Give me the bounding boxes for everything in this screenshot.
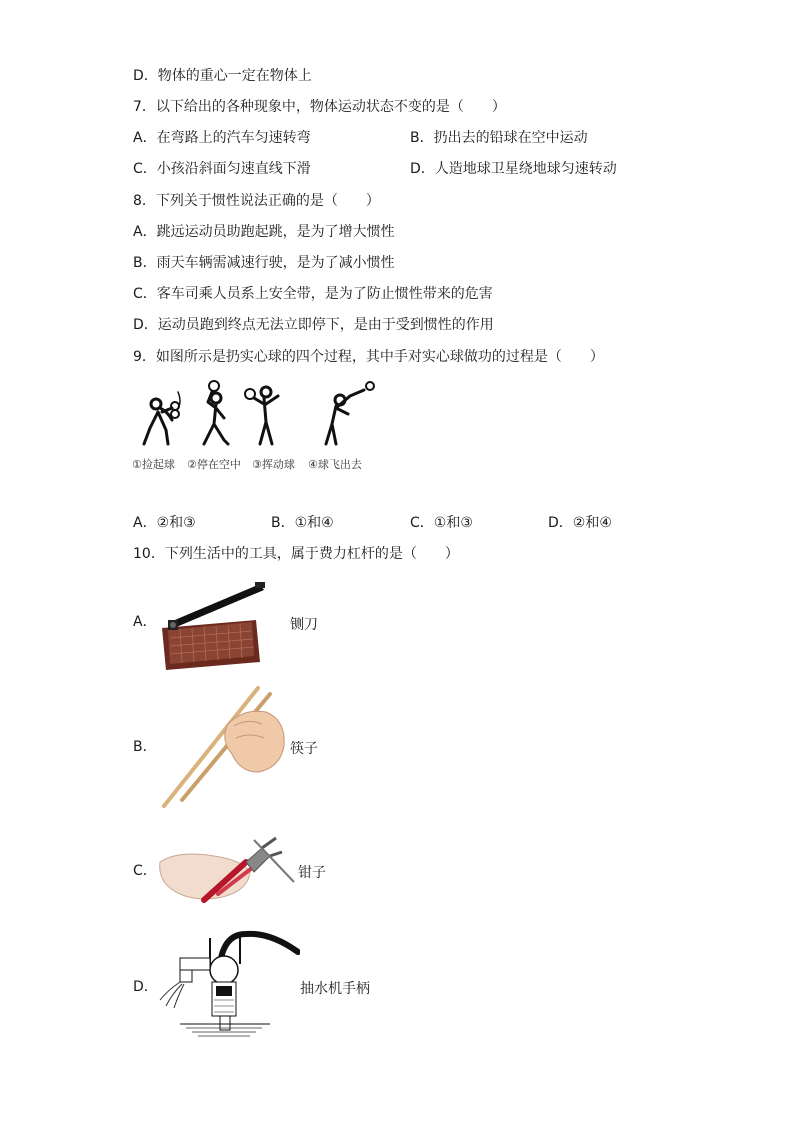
q9-option-c: C．①和③ xyxy=(410,515,473,531)
ball-throw-figure xyxy=(138,378,378,450)
q9-stem: 9．如图所示是扔实心球的四个过程，其中手对实心球做功的过程是（ ） xyxy=(133,349,604,365)
q8-option-d: D．运动员跑到终点无法立即停下，是由于受到惯性的作用 xyxy=(133,317,494,333)
q10-option-c-letter: C． xyxy=(133,863,157,879)
q7-stem: 7．以下给出的各种现象中，物体运动状态不变的是（ ） xyxy=(133,99,506,115)
q10-option-d-letter: D． xyxy=(133,979,158,995)
q10-option-d-name: 抽水机手柄 xyxy=(300,981,370,997)
q9-caption-2: ②停在空中 xyxy=(187,458,241,471)
q10-option-a-letter: A． xyxy=(133,614,157,630)
q6-option-d: D．物体的重心一定在物体上 xyxy=(133,68,312,84)
q10-option-b-letter: B． xyxy=(133,739,157,755)
q8-option-b: B．雨天车辆需减速行驶，是为了减小惯性 xyxy=(133,255,395,271)
q9-caption-1: ①捡起球 xyxy=(132,458,175,471)
q9-option-a: A．②和③ xyxy=(133,515,196,531)
pliers-image xyxy=(158,832,298,908)
q9-option-d: D．②和④ xyxy=(548,515,612,531)
q8-option-c: C．客车司乘人员系上安全带，是为了防止惯性带来的危害 xyxy=(133,286,493,302)
guillotine-image xyxy=(160,582,270,672)
q9-caption-4: ④球飞出去 xyxy=(308,458,362,471)
q10-option-a-name: 铡刀 xyxy=(290,617,318,633)
q7-option-d: D．人造地球卫星绕地球匀速转动 xyxy=(410,161,617,177)
q7-option-a: A．在弯路上的汽车匀速转弯 xyxy=(133,130,311,146)
q7-option-b: B．扔出去的铅球在空中运动 xyxy=(410,130,588,146)
chopsticks-image xyxy=(158,684,288,810)
q10-stem: 10．下列生活中的工具，属于费力杠杆的是（ ） xyxy=(133,546,459,562)
q7-option-c: C．小孩沿斜面匀速直线下滑 xyxy=(133,161,311,177)
q10-option-b-name: 筷子 xyxy=(290,741,318,757)
q8-option-a: A．跳远运动员助跑起跳，是为了增大惯性 xyxy=(133,224,395,240)
q10-option-c-name: 钳子 xyxy=(298,865,326,881)
q9-caption-3: ③挥动球 xyxy=(252,458,295,471)
q8-stem: 8．下列关于惯性说法正确的是（ ） xyxy=(133,193,380,209)
water-pump-image xyxy=(150,928,300,1040)
q9-option-b: B．①和④ xyxy=(271,515,334,531)
